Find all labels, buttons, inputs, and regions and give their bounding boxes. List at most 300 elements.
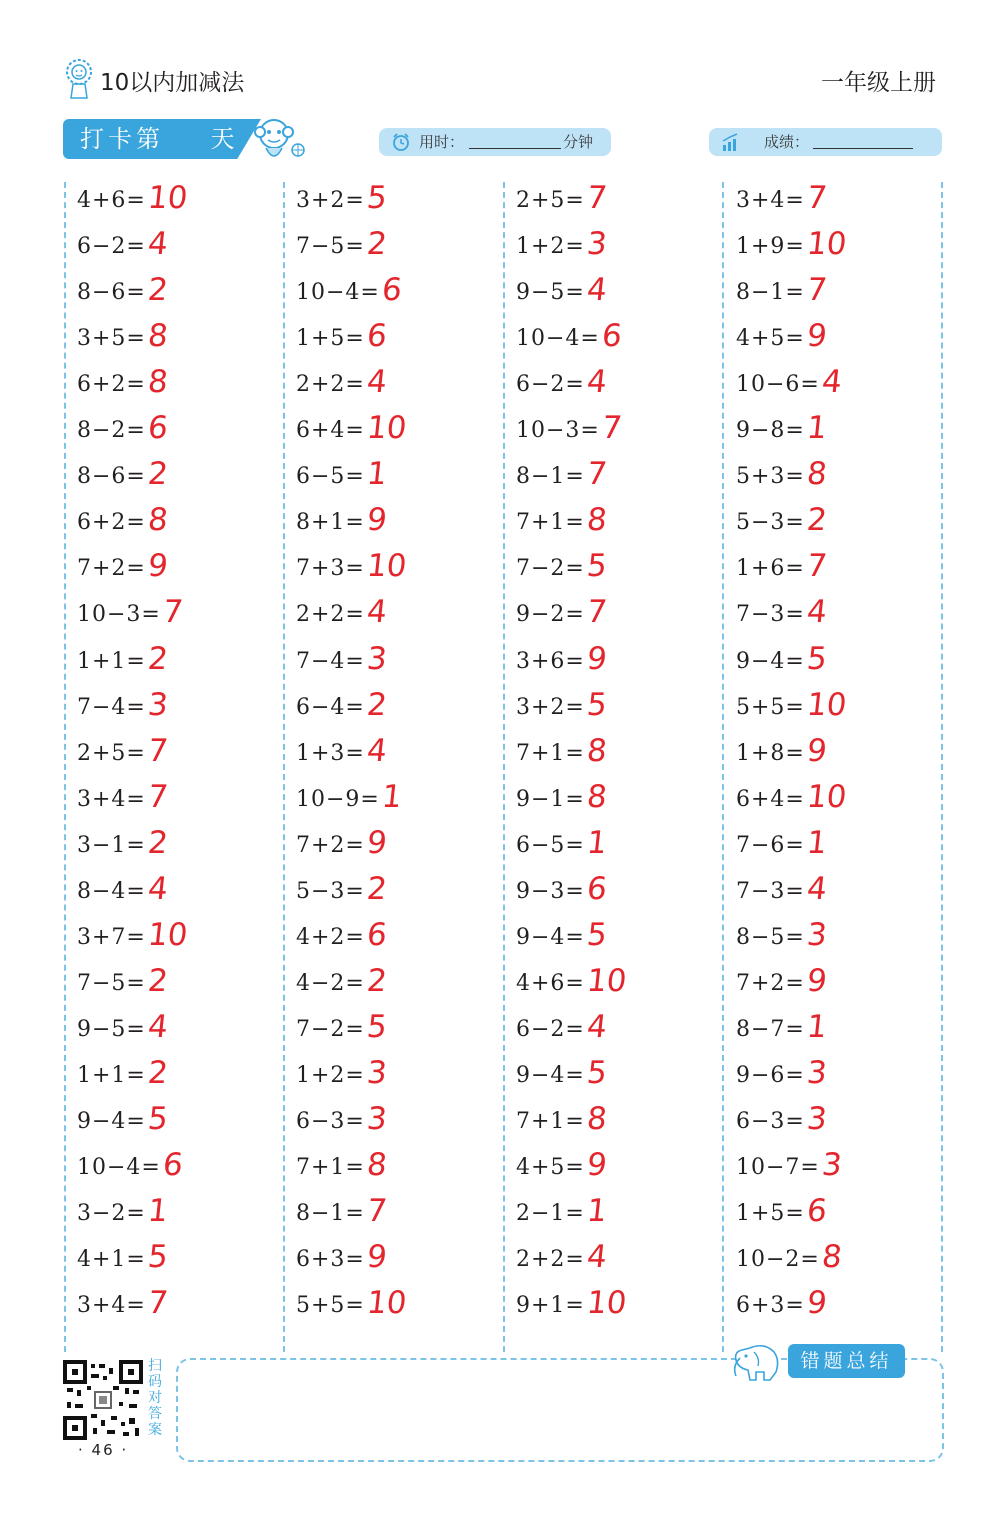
handwritten-answer[interactable]: 3 [805,916,829,953]
problem-item [296,502,516,548]
handwritten-answer[interactable]: 2 [365,870,389,907]
equation-text: 9−4= [77,1109,146,1134]
equation-text: 1+1= [77,648,146,674]
equation-text: 3−2= [77,1201,146,1227]
problem-item [77,687,297,733]
equation-text: 7−4= [296,648,365,674]
handwritten-answer[interactable]: 4 [365,732,389,769]
problem-item [77,963,297,1009]
equation-text: 6−3= [296,1109,365,1134]
equation-text: 1+2= [516,234,585,260]
handwritten-answer[interactable]: 8 [585,502,609,539]
problem-item [77,779,297,825]
equation-text: 5+5= [296,1293,365,1319]
equation-text: 9−1= [516,786,585,812]
problem-item [736,641,956,687]
handwritten-answer[interactable]: 8 [146,364,170,401]
equation-text: 4+1= [77,1247,146,1273]
equation-text: 3+2= [516,694,585,720]
problem-item [736,963,956,1009]
problem-item [296,1285,516,1331]
problem-item [516,364,736,410]
problem-item [77,1239,297,1285]
problem-item [516,825,736,871]
equation-text: 9−4= [516,1062,585,1088]
handwritten-answer[interactable]: 3 [585,226,609,263]
handwritten-answer[interactable]: 3 [365,1101,389,1137]
problem-item [77,272,297,318]
column-divider [64,182,66,1352]
handwritten-answer[interactable]: 2 [146,272,170,309]
equation-text: 1+3= [296,740,365,766]
handwritten-answer[interactable]: 4 [805,594,829,631]
handwritten-answer[interactable]: 9 [365,824,389,861]
equation-text: 3+5= [77,326,146,352]
equation-text: 7−4= [77,694,146,720]
problem-item [296,779,516,825]
equation-text: 8−1= [516,464,585,490]
equation-text: 6−2= [516,372,585,398]
handwritten-answer[interactable]: 7 [161,594,185,631]
equation-text: 10−3= [77,602,161,628]
handwritten-answer[interactable]: 5 [585,916,609,953]
problem-item [736,318,956,364]
score-field [709,128,942,156]
handwritten-answer[interactable]: 7 [585,594,609,631]
handwritten-answer[interactable]: 7 [600,410,624,447]
handwritten-answer[interactable]: 8 [585,778,609,815]
equation-text: 10−9= [296,786,380,812]
handwritten-answer[interactable]: 5 [365,1008,389,1045]
equation-text: 7−2= [296,1016,365,1042]
equation-text: 4+2= [296,924,365,950]
monkey-mascot-icon [250,112,310,168]
problem-item [296,272,516,318]
handwritten-answer[interactable]: 3 [820,1147,844,1184]
equation-text: 3+4= [77,786,146,812]
equation-text: 7+3= [296,556,365,582]
problem-item [77,825,297,871]
handwritten-answer[interactable]: 6 [365,916,389,953]
problem-item [296,548,516,594]
equation-text: 4+5= [516,1155,585,1181]
problem-item [516,1147,736,1193]
equation-text: 3+4= [736,188,805,213]
equation-text: 6−4= [296,694,365,720]
handwritten-answer[interactable]: 4 [585,1008,609,1045]
equation-text: 8−4= [77,878,146,904]
problem-item [516,548,736,594]
handwritten-answer[interactable]: 3 [365,1054,389,1091]
problem-item [736,733,956,779]
lion-mascot-icon [64,58,94,100]
problem-item [77,456,297,502]
handwritten-answer[interactable]: 4 [365,594,389,631]
equation-text: 9+1= [516,1293,585,1319]
handwritten-answer[interactable]: 1 [805,824,829,861]
problem-item [296,825,516,871]
checkin-day-label: 打卡第 天 [80,125,239,153]
problem-item [77,641,297,687]
problem-item [516,1285,736,1331]
problem-item [296,410,516,456]
problem-item [736,594,956,640]
handwritten-answer[interactable]: 4 [146,226,170,263]
handwritten-answer[interactable]: 1 [805,1008,829,1045]
problem-item [736,548,956,594]
handwritten-answer[interactable]: 4 [146,1008,170,1045]
scan-for-answers-label: 扫码对答案 [148,1358,162,1438]
equation-text: 6+2= [77,510,146,536]
equation-text: 2+5= [77,740,146,766]
handwritten-answer[interactable]: 6 [161,1147,185,1184]
handwritten-answer[interactable]: 4 [585,364,609,401]
alarm-clock-icon [391,132,411,152]
problem-item [77,1101,297,1147]
problem-item [296,733,516,779]
page-number: · 46 · [78,1441,129,1459]
equation-text: 3+7= [77,924,146,950]
handwritten-answer[interactable]: 6 [380,272,404,309]
equation-text: 8−2= [77,418,146,444]
time-unit: 分钟 [563,133,594,151]
grade-label: 一年级上册 [821,70,936,96]
handwritten-answer[interactable]: 7 [805,180,829,216]
problem-item [736,825,956,871]
equation-text: 10−6= [736,372,820,398]
equation-text: 5+5= [736,694,805,720]
equation-text: 10−4= [77,1155,161,1181]
handwritten-answer[interactable]: 7 [805,548,829,585]
equation-text: 10−3= [516,418,600,444]
equation-text: 8−7= [736,1016,805,1042]
problem-item [736,1147,956,1193]
handwritten-answer[interactable]: 3 [365,640,389,677]
problem-item [296,641,516,687]
problem-item [77,364,297,410]
problem-item [296,226,516,272]
problem-item [736,917,956,963]
equation-text: 7+2= [77,556,146,582]
problem-item [77,1009,297,1055]
equation-text: 7−5= [77,970,146,996]
handwritten-answer[interactable]: 7 [365,1193,389,1230]
handwritten-answer[interactable]: 6 [365,318,389,355]
handwritten-answer[interactable]: 1 [805,410,829,447]
problem-item [296,594,516,640]
equation-text: 9−5= [516,280,585,306]
handwritten-answer[interactable]: 10 [585,1285,629,1322]
equation-text: 7+2= [296,832,365,858]
problem-item [77,871,297,917]
equation-text: 5+3= [736,464,805,490]
handwritten-answer[interactable]: 1 [380,778,404,815]
handwritten-answer[interactable]: 4 [585,1239,609,1276]
problem-item [296,1239,516,1285]
equation-text: 6−5= [516,832,585,858]
problem-item [736,1055,956,1101]
problem-item [516,502,736,548]
equation-text: 6−3= [736,1109,805,1134]
handwritten-answer[interactable]: 7 [146,732,170,769]
qr-code-icon[interactable] [63,1360,143,1440]
handwritten-answer[interactable]: 8 [146,502,170,539]
handwritten-answer[interactable]: 9 [805,962,829,999]
equation-text: 1+9= [736,234,805,260]
handwritten-answer[interactable]: 5 [365,180,389,216]
problem-item [736,1285,956,1331]
handwritten-answer[interactable]: 6 [805,1193,829,1230]
equation-text: 9−6= [736,1062,805,1088]
bar-chart-icon [721,132,741,152]
handwritten-answer[interactable]: 3 [805,1101,829,1137]
problem-item [296,871,516,917]
handwritten-answer[interactable]: 2 [146,962,170,999]
problem-item [296,917,516,963]
equation-text: 3+2= [296,188,365,213]
handwritten-answer[interactable]: 7 [146,778,170,815]
equation-text: 10−2= [736,1247,820,1273]
problem-item [296,1147,516,1193]
handwritten-answer[interactable]: 1 [585,1193,609,1230]
handwritten-answer[interactable]: 10 [805,226,849,263]
equation-text: 2−1= [516,1201,585,1227]
equation-text: 3+4= [77,1293,146,1319]
equation-text: 9−4= [736,648,805,674]
handwritten-answer[interactable]: 5 [585,686,609,723]
handwritten-answer[interactable]: 3 [805,1054,829,1091]
handwritten-answer[interactable]: 6 [585,870,609,907]
problem-item [736,871,956,917]
handwritten-answer[interactable]: 2 [146,824,170,861]
problem-item [296,456,516,502]
problem-item [736,502,956,548]
handwritten-answer[interactable]: 9 [805,318,829,355]
equation-text: 10−4= [516,326,600,352]
handwritten-answer[interactable]: 5 [146,1101,170,1137]
equation-text: 6+3= [736,1293,805,1319]
handwritten-answer[interactable]: 9 [146,548,170,585]
equation-text: 6+2= [77,372,146,398]
elephant-mascot-icon [730,1340,790,1384]
equation-text: 7−5= [296,234,365,260]
problem-item [77,1285,297,1331]
handwritten-answer[interactable]: 4 [146,870,170,907]
equation-text: 4+6= [516,970,585,996]
time-blank[interactable] [469,148,561,149]
score-blank[interactable] [813,148,913,149]
handwritten-answer[interactable]: 6 [146,410,170,447]
handwritten-answer[interactable]: 6 [600,318,624,355]
problem-item [736,1193,956,1239]
handwritten-answer[interactable]: 7 [805,272,829,309]
problem-item [516,1193,736,1239]
handwritten-answer[interactable]: 10 [365,1285,409,1322]
equation-text: 9−3= [516,878,585,904]
problem-item [296,963,516,1009]
problem-item [516,180,736,226]
equation-text: 7−6= [736,832,805,858]
equation-text: 7+1= [516,510,585,536]
problem-item [77,1147,297,1193]
equation-text: 7−3= [736,602,805,628]
handwritten-answer[interactable]: 5 [805,640,829,677]
equation-text: 2+2= [296,602,365,628]
handwritten-answer[interactable]: 8 [365,1147,389,1184]
equation-text: 7+2= [736,970,805,996]
problem-item [516,733,736,779]
equation-text: 4−2= [296,970,365,996]
mistake-summary-label: 错题总结 [788,1344,905,1378]
problem-item [296,364,516,410]
problem-item [736,779,956,825]
problem-item [736,180,956,226]
handwritten-answer[interactable]: 10 [365,548,409,585]
handwritten-answer[interactable]: 2 [805,502,829,539]
equation-text: 9−8= [736,418,805,444]
handwritten-answer[interactable]: 8 [146,318,170,355]
problem-item [77,502,297,548]
equation-text: 9−2= [516,602,585,628]
problem-item [736,1101,956,1147]
handwritten-answer[interactable]: 2 [365,686,389,723]
equation-text: 8−1= [736,280,805,306]
equation-text: 1+2= [296,1062,365,1088]
equation-text: 5−3= [736,510,805,536]
equation-text: 7−2= [516,556,585,582]
handwritten-answer[interactable]: 8 [820,1239,844,1276]
handwritten-answer[interactable]: 8 [585,1101,609,1137]
problem-item [736,1009,956,1055]
problem-item [736,364,956,410]
handwritten-answer[interactable]: 9 [585,1147,609,1184]
equation-text: 7+1= [516,740,585,766]
problem-item [516,318,736,364]
equation-text: 4+6= [77,188,146,213]
handwritten-answer[interactable]: 1 [365,456,389,493]
equation-text: 2+5= [516,188,585,213]
problem-item [516,687,736,733]
equation-text: 9−4= [516,924,585,950]
equation-text: 9−5= [77,1016,146,1042]
handwritten-answer[interactable]: 1 [146,1193,170,1230]
equation-text: 8−5= [736,924,805,950]
handwritten-answer[interactable]: 7 [585,456,609,493]
problem-item [516,963,736,1009]
problem-item [77,733,297,779]
handwritten-answer[interactable]: 9 [365,1239,389,1276]
problem-item [736,456,956,502]
equation-text: 8−1= [296,1201,365,1227]
handwritten-answer[interactable]: 10 [146,916,190,953]
problem-item [77,180,297,226]
problem-item [296,180,516,226]
handwritten-answer[interactable]: 4 [585,272,609,309]
problem-item [516,779,736,825]
problem-item [516,641,736,687]
book-title: 10以内加减法 [100,70,245,96]
equation-text: 1+5= [296,326,365,352]
handwritten-answer[interactable]: 2 [365,226,389,263]
handwritten-answer[interactable]: 2 [146,456,170,493]
handwritten-answer[interactable]: 9 [805,732,829,769]
problem-item [736,272,956,318]
equation-text: 6+4= [296,418,365,444]
problem-item [296,1193,516,1239]
handwritten-answer[interactable]: 3 [146,686,170,723]
handwritten-answer[interactable]: 7 [146,1285,170,1322]
handwritten-answer[interactable]: 1 [585,824,609,861]
equation-text: 10−7= [736,1155,820,1181]
equation-text: 6−2= [516,1016,585,1042]
equation-text: 2+2= [296,372,365,398]
equation-text: 5−3= [296,878,365,904]
problem-item [77,917,297,963]
handwritten-answer[interactable]: 10 [146,180,190,216]
problem-item [516,226,736,272]
handwritten-answer[interactable]: 10 [805,686,849,723]
equation-text: 8−6= [77,464,146,490]
handwritten-answer[interactable]: 10 [365,410,409,447]
problem-item [296,318,516,364]
handwritten-answer[interactable]: 8 [805,456,829,493]
problem-item [736,410,956,456]
problem-item [516,871,736,917]
score-label: 成绩： [764,133,810,151]
equation-text: 1+6= [736,556,805,582]
handwritten-answer[interactable]: 2 [146,1054,170,1091]
equation-text: 4+5= [736,326,805,352]
handwritten-answer[interactable]: 9 [585,640,609,677]
problem-item [736,687,956,733]
handwritten-answer[interactable]: 5 [585,1054,609,1091]
equation-text: 7+1= [296,1155,365,1181]
handwritten-answer[interactable]: 10 [585,962,629,999]
handwritten-answer[interactable]: 10 [805,778,849,815]
handwritten-answer[interactable]: 2 [365,962,389,999]
equation-text: 2+2= [516,1247,585,1273]
problem-item [736,226,956,272]
handwritten-answer[interactable]: 8 [585,732,609,769]
equation-text: 7+1= [516,1109,585,1134]
equation-text: 6+4= [736,786,805,812]
equation-text: 10−4= [296,280,380,306]
equation-text: 6−2= [77,234,146,260]
handwritten-answer[interactable]: 4 [820,364,844,401]
handwritten-answer[interactable]: 5 [146,1239,170,1276]
problem-item [296,687,516,733]
equation-text: 8−6= [77,280,146,306]
equation-text: 6−5= [296,464,365,490]
handwritten-answer[interactable]: 2 [146,640,170,677]
problem-item [516,1239,736,1285]
problem-item [736,1239,956,1285]
handwritten-answer[interactable]: 7 [585,180,609,216]
equation-text: 3−1= [77,832,146,858]
handwritten-answer[interactable]: 4 [805,870,829,907]
problem-item [516,410,736,456]
problem-item [516,1101,736,1147]
equation-text: 8+1= [296,510,365,536]
problem-item [516,1055,736,1101]
handwritten-answer[interactable]: 4 [365,364,389,401]
handwritten-answer[interactable]: 9 [805,1285,829,1322]
handwritten-answer[interactable]: 9 [365,502,389,539]
problem-item [77,548,297,594]
equation-text: 1+8= [736,740,805,766]
handwritten-answer[interactable]: 5 [585,548,609,585]
problem-item [77,226,297,272]
